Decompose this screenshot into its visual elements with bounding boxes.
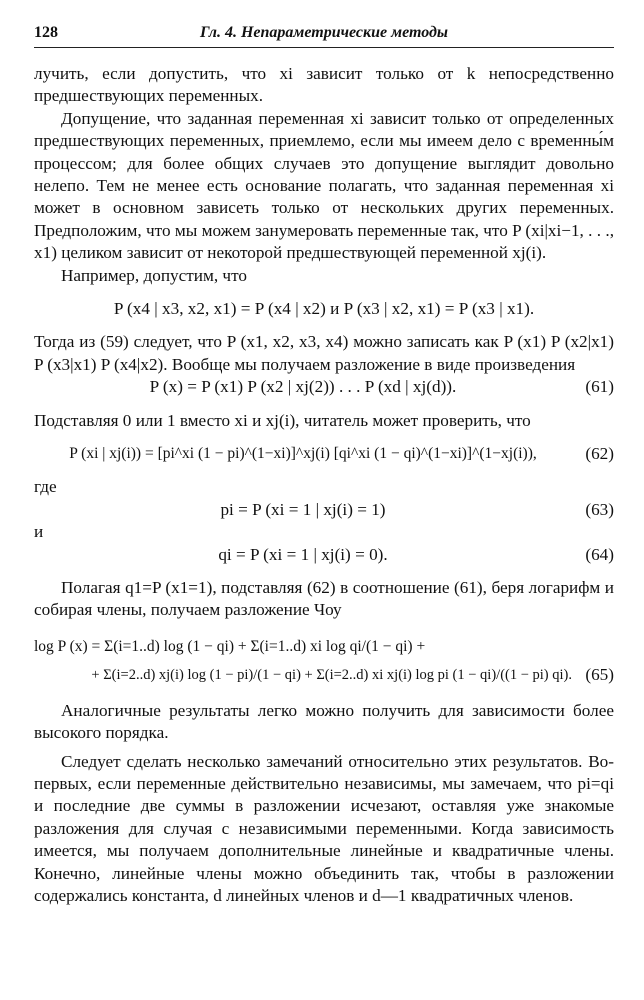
equation-example-text: P (x4 | x3, x2, x1) = P (x4 | x2) и P (x3 | x2, x1) = P (x3 | x1). bbox=[113, 299, 535, 319]
equation-62 bbox=[34, 443, 614, 465]
running-title: Гл. 4. Непараметрические методы bbox=[199, 24, 449, 41]
equation-61-text: P (x) = P (x1) P (x2 | xj(2)) . . . P (xd | xj(d)). bbox=[149, 377, 457, 397]
paragraph-6: где bbox=[34, 477, 57, 497]
page-number: 128 bbox=[34, 24, 58, 41]
equation-63-number: (63) bbox=[585, 499, 614, 519]
paragraph-10: Следует сделать несколько замечаний относительно этих результатов. Во-первых, если переменные действительно независимы, мы замечаем, что pi=qi и последние две суммы в разложении исчезают, оставляя уже знакомые разложения для случая с независимыми переменными. Когда зависимость имеется, мы получаем дополнительные линейные и квадратичные члены. Конечно, линейные члены можно объединить так, чтобы в разложении содержались константа, d линейных членов и d—1 квадратичных членов. bbox=[34, 751, 614, 906]
equation-63 bbox=[34, 499, 614, 521]
equation-61 bbox=[34, 376, 614, 398]
equation-65-number: (65) bbox=[585, 664, 614, 684]
header-rule bbox=[34, 47, 614, 48]
paragraph-1: лучить, если допустить, что xi зависит только от k непосредственно предшествующих переменных. bbox=[34, 64, 614, 106]
running-header bbox=[34, 24, 614, 46]
equation-65-line-2: + Σ(i=2..d) xj(i) log (1 − pi)/(1 − qi) + Σ(i=2..d) xi xj(i) log pi (1 − qi)/((1 − pi) qi). bbox=[91, 666, 572, 683]
equation-61-number: (61) bbox=[585, 377, 614, 397]
paragraph-2: Допущение, что заданная переменная xi зависит только от определенных предшествующих переменных, приемлемо, если мы имеем дело с временны́м процессом; для более общих случаев это допущение выглядит довольно нелепо. Тем не менее есть основание полагать, что заданная переменная xi может в основном зависеть только от нескольких других переменных. Предположим, что мы можем занумеровать переменные так, что P (xi|xi−1, . . ., x1) целиком зависит от некоторой предшествующей переменной xj(i). bbox=[34, 108, 614, 263]
page-body bbox=[34, 63, 614, 908]
paragraph-4: Тогда из (59) следует, что P (x1, x2, x3, x4) можно записать как P (x1) P (x2|x1) P (x3|x1) P (x4|x2). Вообще мы получаем разложение в виде произведения bbox=[34, 332, 614, 374]
equation-65-line-1: log P (x) = Σ(i=1..d) log (1 − qi) + Σ(i=1..d) xi log qi/(1 − qi) + bbox=[34, 637, 426, 655]
paragraph-5: Подставляя 0 или 1 вместо xi и xj(i), читатель может проверить, что bbox=[34, 410, 531, 430]
equation-62-number: (62) bbox=[585, 444, 614, 464]
paragraph-7: и bbox=[34, 522, 44, 542]
equation-63-text: pi = P (xi = 1 | xj(i) = 1) bbox=[220, 499, 386, 519]
paragraph-3: Например, допустим, что bbox=[61, 265, 247, 285]
equation-64 bbox=[34, 544, 614, 566]
equation-65 bbox=[34, 633, 614, 689]
equation-62-text: P (xi | xj(i)) = [pi^xi (1 − pi)^(1−xi)]^xj(i) [qi^xi (1 − qi)^(1−xi)]^(1−xj(i)), bbox=[69, 445, 537, 463]
paragraph-8: Полагая q1=P (x1=1), подставляя (62) в соотношение (61), беря логарифм и собирая члены, получаем разложение Чоу bbox=[34, 578, 614, 620]
paragraph-9: Аналогичные результаты легко можно получить для зависимости более высокого порядка. bbox=[34, 700, 614, 743]
equation-example bbox=[34, 298, 614, 320]
equation-64-number: (64) bbox=[585, 544, 614, 564]
equation-64-text: qi = P (xi = 1 | xj(i) = 0). bbox=[218, 544, 388, 564]
